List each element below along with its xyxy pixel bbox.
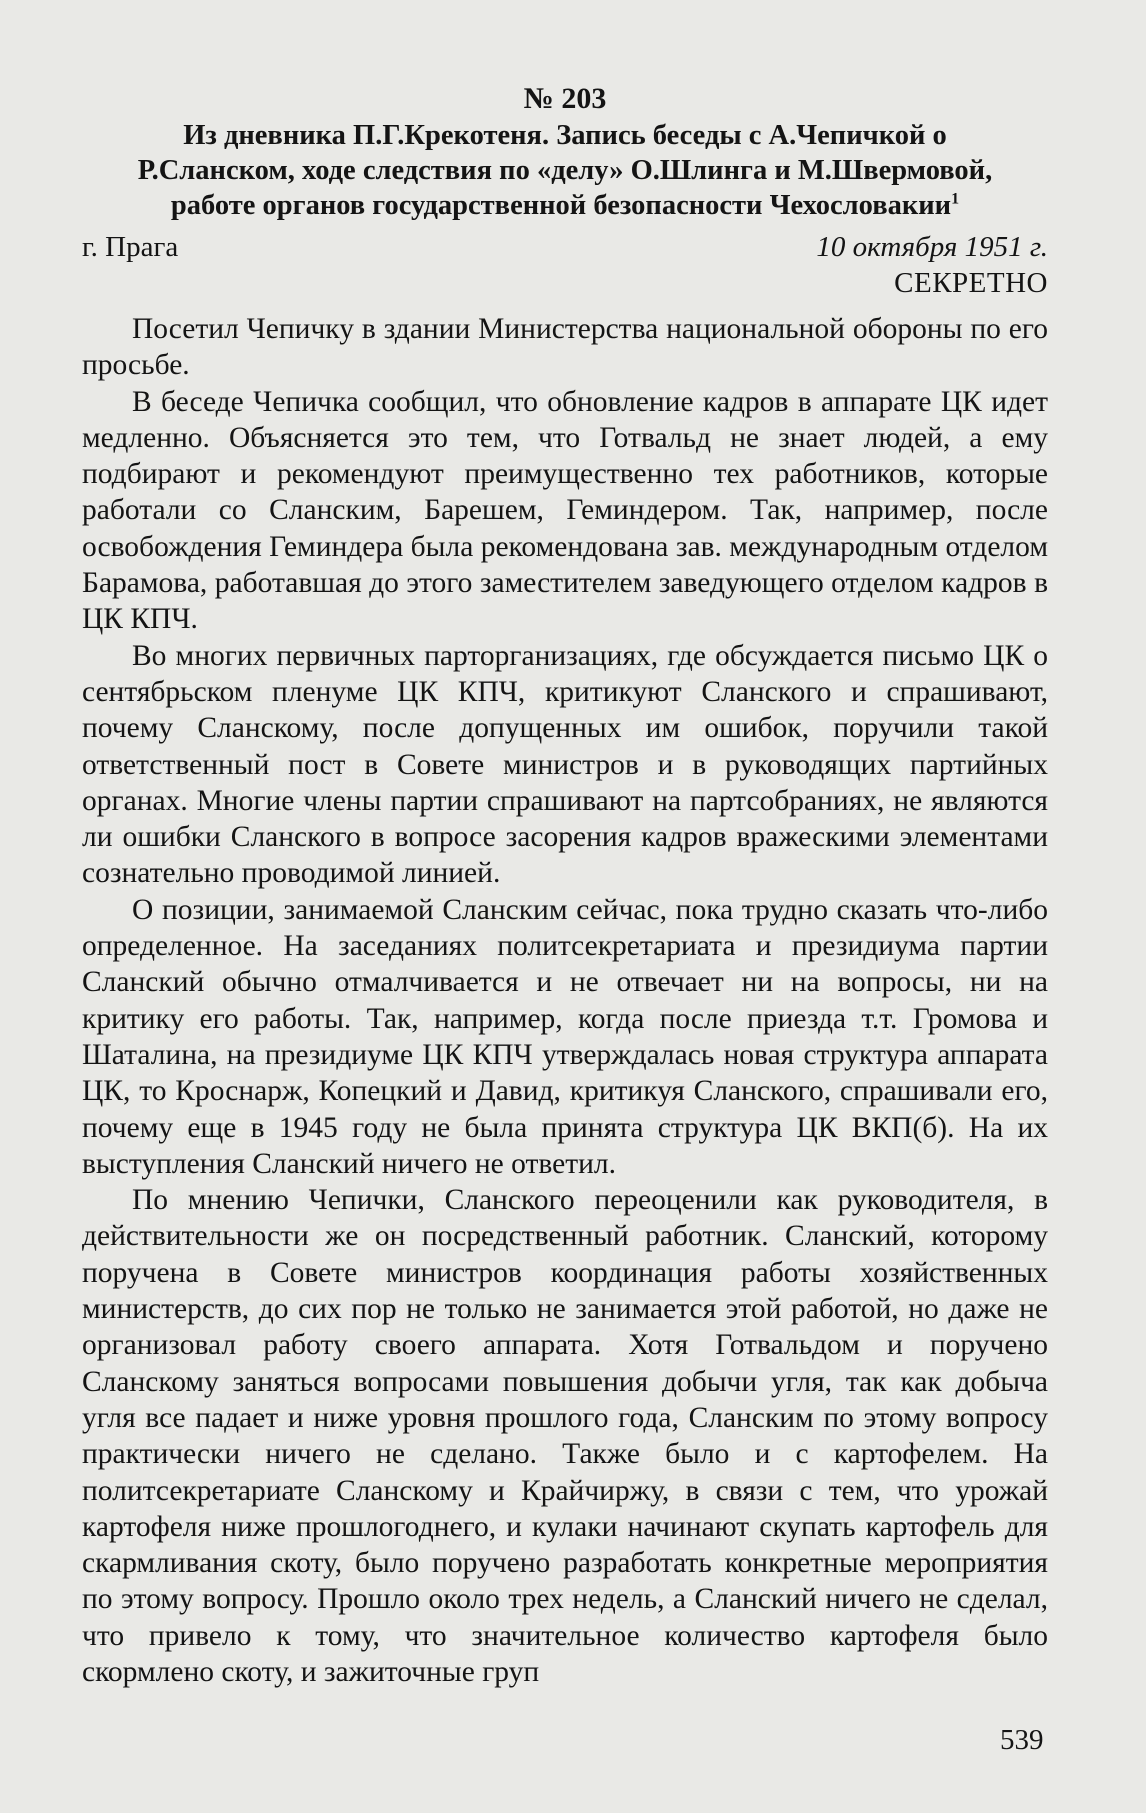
footnote-mark: 1 <box>951 190 960 208</box>
paragraph: По мнению Чепички, Сланского переоценили как руководителя, в действительности же он посредственный работник. Сланский, которому поручена в Совете министров координация работы хозяйственных министерств, до сих пор не только не занимается этой работой, но даже не организовал работу своего аппарата. Хотя Готвальдом и поручено Сланскому заняться вопросами повышения добычи угля, так как добыча угля все падает и ниже уровня прошлого года, Сланским по этому вопросу практически ничего не сделано. Также было и с картофелем. На политсекретариате Сланскому и Крайчиржу, в связи с тем, что урожай картофеля ниже прошлогоднего, и кулаки начинают скупать картофель для скармливания скоту, было поручено разработать конкретные мероприятия по этому вопросу. Прошло около трех недель, а Сланский ничего не сделал, что привело к тому, что значительное количество картофеля было скормлено скоту, и зажиточные груп <box>82 1184 1048 1688</box>
document-number: № 203 <box>523 82 607 115</box>
paragraph: Во многих первичных парторганизациях, где обсуждается письмо ЦК о сентябрьском пленуме ЦК КПЧ, критикуют Сланского и спрашивают, почему Сланскому, после допущенных им ошибок, поручили такой ответственный пост в Совете министров и в руководящих партийных органах. Многие члены партии спрашивают на партсобраниях, не являются ли ошибки Сланского в вопросе засорения кадров вражескими элементами сознательно проводимой линией. <box>82 639 1048 890</box>
paragraph: В беседе Чепичка сообщил, что обновление кадров в аппарате ЦК идет медленно. Объясняется это тем, что Готвальд не знает людей, а ему подбирают и рекомендуют преимущественно тех работников, которые работали со Сланским, Барешем, Геминдером. Так, например, после освобождения Геминдера была рекомендована зав. международным отделом Барамова, работавшая до этого заместителем заведующего отделом кадров в ЦК КПЧ. <box>82 385 1048 636</box>
classification-stamp: СЕКРЕТНО <box>894 267 1048 299</box>
paragraph: О позиции, занимаемой Сланским сейчас, пока трудно сказать что-либо определенное. На заседаниях политсекретариата и президиума партии Сланский обычно отмалчивается и не отвечает ни на вопросы, ни на критику его работы. Так, например, когда после приезда т.т. Громова и Шаталина, на президиуме ЦК КПЧ утверждалась новая структура аппарата ЦК, то Кроснарж, Копецкий и Давид, критикуя Сланского, спрашивали его, почему еще в 1945 году не была принята структура ЦК ВКП(б). На их выступления Сланский ничего не ответил. <box>82 893 1048 1180</box>
document-body <box>82 311 1048 1690</box>
page-number: 539 <box>1000 1724 1044 1756</box>
document-date: 10 октября 1951 г. <box>816 231 1048 263</box>
document-place: г. Прага <box>82 231 179 263</box>
place-date-row <box>82 229 1048 265</box>
document-page <box>82 82 1048 1690</box>
document-title <box>82 118 1048 223</box>
document-title-text: Из дневника П.Г.Крекотеня. Запись беседы с А.Чепичкой о Р.Сланском, ходе следствия по «делу» О.Шлинга и М.Швермовой, работе органов государственной безопасности Чехословакии <box>137 120 993 221</box>
paragraph: Посетил Чепичку в здании Министерства национальной обороны по его просьбе. <box>82 313 1048 382</box>
